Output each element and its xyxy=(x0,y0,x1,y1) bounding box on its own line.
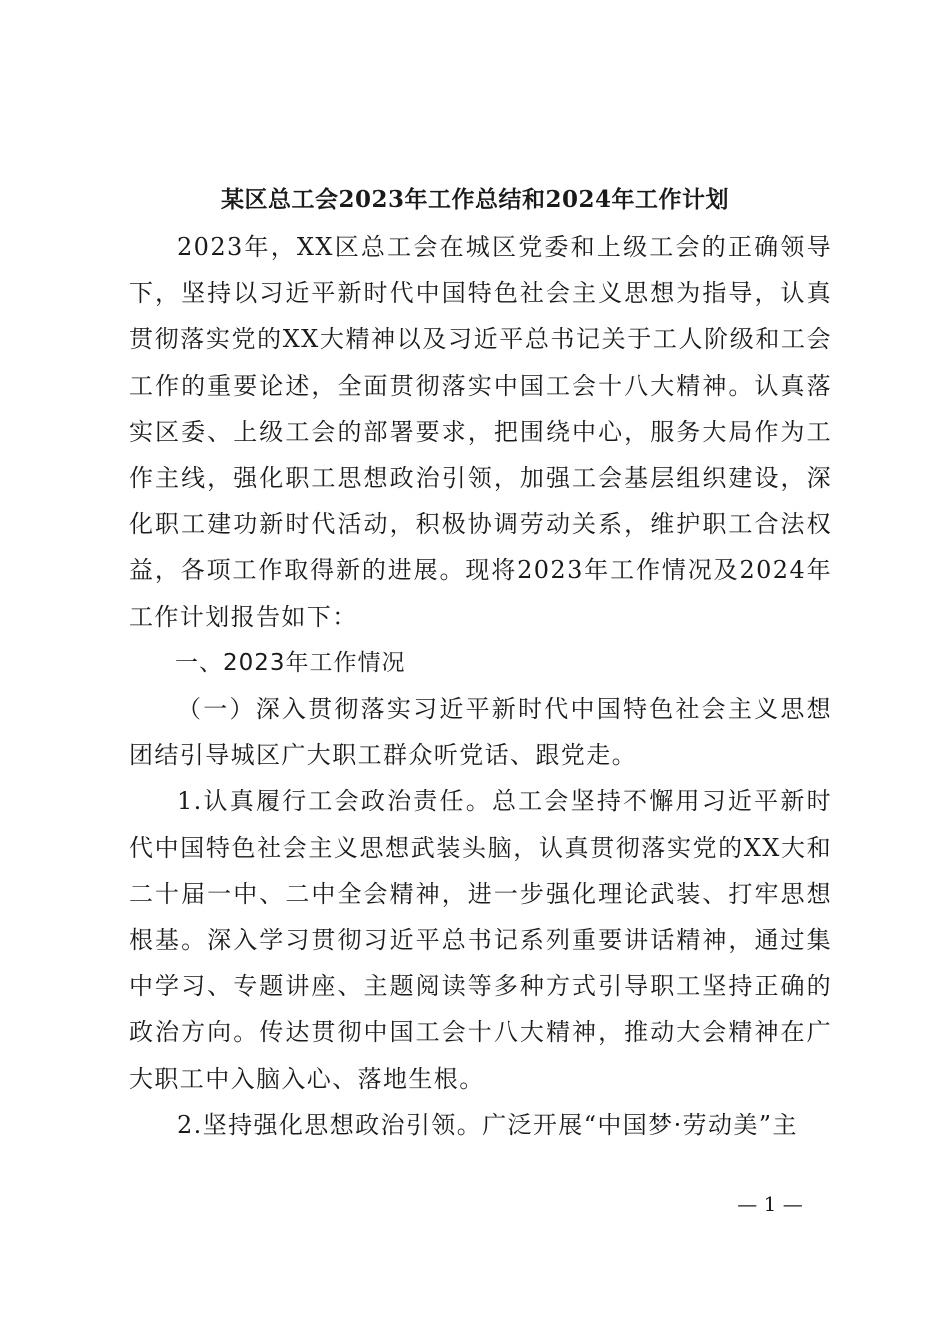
document-title: 某区总工会2023年工作总结和2024年工作计划 xyxy=(220,186,730,213)
section-heading: 一、2023年工作情况 xyxy=(175,649,406,676)
document-body xyxy=(129,224,832,1148)
subsection-heading: （一）深入贯彻落实习近平新时代中国特色社会主义思想团结引导城区广大职工群众听党话、跟党走。 xyxy=(129,695,832,770)
intro-paragraph: 2023年，XX区总工会在城区党委和上级工会的正确领导下，坚持以习近平新时代中国特色社会主义思想为指导，认真贯彻落实党的XX大精神以及习近平总书记关于工人阶级和工会工作的重要论述，全面贯彻落实中国工会十八大精神。认真落实区委、上级工会的部署要求，把围绕中心，服务大局作为工作主线，强化职工思想政治引领，加强工会基层组织建设，深化职工建功新时代活动，积极协调劳动关系，维护职工合法权益，各项工作取得新的进展。现将2023年工作情况及2024年工作计划报告如下： xyxy=(129,233,832,631)
page-number: — 1 — xyxy=(737,1192,803,1216)
item-paragraph-2: 2.坚持强化思想政治引领。广泛开展“中国梦·劳动美”主 xyxy=(177,1110,798,1139)
item-paragraph-1: 1.认真履行工会政治责任。总工会坚持不懈用习近平新时代中国特色社会主义思想武装头脑，认真贯彻落实党的XX大和二十届一中、二中全会精神，进一步强化理论武装、打牢思想根基。深入学习贯彻习近平总书记系列重要讲话精神，通过集中学习、专题讲座、主题阅读等多种方式引导职工坚持正确的政治方向。传达贯彻中国工会十八大精神，推动大会精神在广大职工中入脑入心、落地生根。 xyxy=(129,787,832,1093)
